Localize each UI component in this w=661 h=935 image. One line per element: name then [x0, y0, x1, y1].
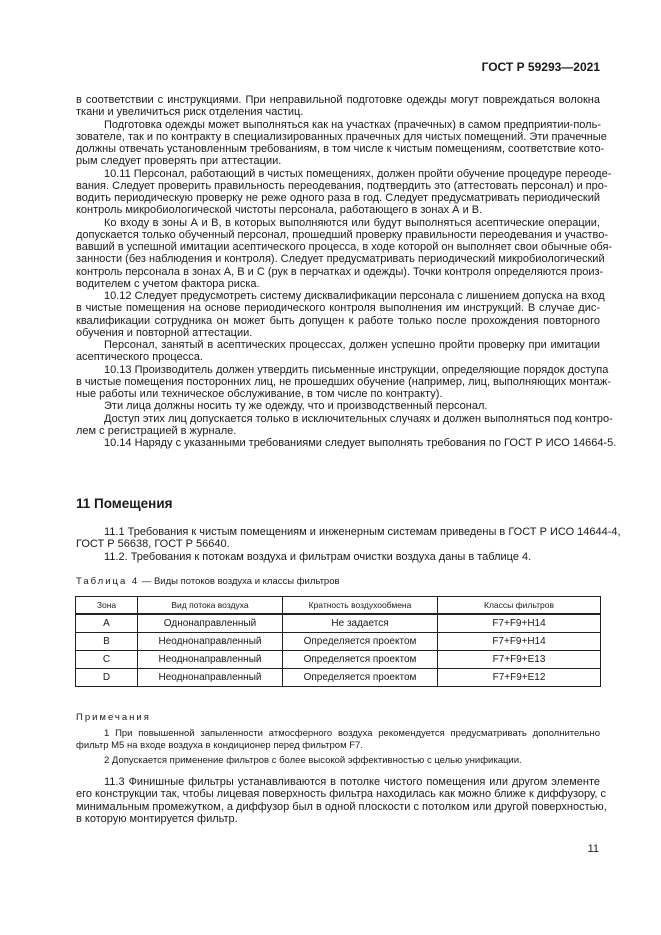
text-line: Подготовка одежды может выполняться как на участках (прачечных) в самом предприятии-поль- — [104, 118, 601, 131]
paragraph — [76, 94, 600, 119]
text-line: 10.14 Наряду с указанными требованиями следует выполнять требования по ГОСТ Р ИСО 14664-5. — [104, 437, 617, 449]
table-header-row — [76, 597, 601, 615]
table-cell: Определяется проектом — [283, 651, 438, 669]
filters-table — [75, 596, 601, 687]
table-cell: A — [76, 614, 138, 633]
text-line: Ко входу в зоны А и В, в которых выполняются или будут выполняться асептические операции, — [104, 216, 600, 229]
body-text-top — [76, 94, 617, 449]
text-line: минимальным промежутком, а диффузор был в одной плоскости с потолком или другой поверхностью, — [76, 800, 607, 813]
note-line: фильтр М5 на входе воздуха в кондиционер перед фильтром F7. — [76, 740, 363, 751]
text-line: 10.13 Производитель должен утвердить письменные инструкции, определяющие порядок доступа — [104, 363, 609, 376]
text-line: допускается только обученный персонал, прошедший проверку правильности переодевания и участво- — [76, 228, 608, 241]
table-row — [76, 669, 601, 687]
paragraph — [76, 216, 613, 291]
text-line: контроль микробиологической чистоты персонала, работающего в зонах А и В. — [76, 204, 483, 217]
text-line: Доступ этих лиц допускается только в исключительных случаях и должен выполняться под контро- — [104, 412, 613, 425]
text-line: асептического процесса. — [76, 351, 203, 364]
table-cell: F7+F9+E12 — [438, 669, 601, 687]
text-line: в соответствии с инструкциями. При неправильной подготовке одежды могут повреждаться волокна — [76, 94, 600, 106]
note-line: 1 При повышенной запыленности атмосферного воздуха рекомендуется предусматривать дополнительно — [104, 728, 600, 739]
column-header: Зона — [76, 597, 138, 615]
note-item — [76, 755, 600, 767]
text-line: 10.11 Персонал, работающий в чистых помещениях, должен пройти обучение процедуре переоде- — [104, 167, 612, 180]
text-line: в чистые помещения посторонних лиц, не прошедших обучение (например, лиц, выполняющих монтаж- — [76, 375, 611, 388]
text-line: водителем с учетом фактора риска. — [76, 277, 260, 290]
notes — [76, 712, 600, 770]
text-line: вания. Следует проверить правильность переодевания, подтвердить это (аттестовать персонал) и про- — [76, 179, 608, 192]
page-number: 11 — [587, 843, 599, 855]
table-cell: F7+F9+H14 — [438, 614, 601, 633]
paragraph — [76, 167, 612, 217]
paragraph — [76, 290, 605, 339]
table-cell: D — [76, 669, 138, 687]
note-line: 2 Допускается применение фильтров с более высокой эффективностью с целью унификации. — [104, 755, 522, 766]
text-line: ткани и увеличиться риск отделения частиц. — [76, 106, 304, 119]
text-line: 11.1 Требования к чистым помещениям и инженерным системам приведены в ГОСТ Р ИСО 14644-4, — [104, 526, 621, 538]
table-row — [76, 614, 601, 633]
paragraph — [76, 776, 607, 825]
text-line: ГОСТ Р 56638, ГОСТ Р 56640. — [76, 538, 230, 551]
paragraph — [76, 526, 621, 551]
column-header: Классы фильтров — [438, 597, 601, 615]
table-cell: Определяется проектом — [283, 633, 438, 651]
section-heading: 11 Помещения — [76, 496, 173, 511]
table-cell: C — [76, 651, 138, 669]
paragraph — [76, 363, 611, 401]
text-line: вавший в успешной имитации асептического процесса, в ходе которой он выполняет свои обычные обя- — [76, 241, 613, 253]
text-line: зователе, так и по контракту в специализированных прачечных для чистых помещений. Эти прачечные — [76, 130, 607, 143]
table-cell: B — [76, 633, 138, 651]
note-item — [76, 728, 600, 752]
column-header: Кратность воздухообмена — [283, 597, 438, 615]
table-cell: Однонаправленный — [138, 614, 283, 633]
text-line: 11.3 Финишные фильтры устанавливаются в потолке чистого помещения или другом элементе — [104, 776, 600, 788]
text-line: обучения и повторной аттестации. — [76, 326, 253, 339]
column-header: Вид потока воздуха — [138, 597, 283, 615]
text-line: квалификации сотрудника он может быть допущен к работе только после прохождения повторного — [76, 314, 600, 327]
text-line: должны отвечать установленным требованиям, в том числе к чистым помещениям, соответствие кото- — [76, 143, 605, 155]
paragraph — [76, 339, 600, 364]
body-text-bottom — [76, 776, 607, 825]
paragraph — [76, 551, 600, 563]
text-line: ные работы или техническое обслуживание, в том числе по контракту). — [76, 388, 443, 400]
table-caption-label: Таблица 4 — [76, 576, 140, 587]
table-row — [76, 633, 601, 651]
paragraph — [76, 118, 607, 168]
text-line: рым следует проверять при аттестации. — [76, 155, 282, 168]
table-cell: Неоднонаправленный — [138, 633, 283, 651]
table-cell: Не задается — [283, 614, 438, 633]
text-line: контроль персонала в зонах А, В и С (рук в перчатках и одежды). Точки контроля определяются произ- — [76, 265, 604, 278]
paragraph — [76, 412, 613, 438]
text-line: в которую монтируется фильтр. — [76, 812, 238, 825]
text-line: 10.12 Следует предусмотреть систему дисквалификации персонала с лишением допуска на вход — [104, 290, 605, 302]
text-line: его конструкции так, чтобы лицевая поверхность фильтра находилась как можно ближе к диффузору, с — [76, 788, 606, 801]
table-cell: Неоднонаправленный — [138, 669, 283, 687]
table-cell: F7+F9+H14 — [438, 633, 601, 651]
table-caption-text: — Виды потоков воздуха и классы фильтров — [139, 576, 340, 587]
text-line: 11.2. Требования к потокам воздуха и фильтрам очистки воздуха даны в таблице 4. — [104, 550, 532, 563]
paragraph — [76, 400, 600, 412]
table-row — [76, 651, 601, 669]
table-caption — [76, 576, 340, 587]
text-line: Персонал, занятый в асептических процессах, должен успешно пройти проверку при имитации — [104, 339, 600, 351]
table-cell: Неоднонаправленный — [138, 651, 283, 669]
text-line: водить периодическую проверку не реже одного раза в год. Следует предусматривать периодический — [76, 192, 600, 204]
table-cell: F7+F9+E13 — [438, 651, 601, 669]
body-text-mid — [76, 526, 621, 563]
table-cell: Определяется проектом — [283, 669, 438, 687]
text-line: в чистые помещения на основе периодического контроля выполнения им инструкций. В случае дис- — [76, 302, 600, 315]
text-line: лем с регистрацией в журнале. — [76, 424, 237, 437]
notes-title: Примечания — [76, 712, 151, 723]
text-line: Эти лица должны носить ту же одежду, что и производственный персонал. — [104, 400, 488, 413]
text-line: занности (без наблюдения и контроля). Следует предусматривать периодический микробиологический — [76, 253, 605, 266]
paragraph — [76, 437, 617, 449]
document-header: ГОСТ Р 59293—2021 — [481, 60, 600, 74]
